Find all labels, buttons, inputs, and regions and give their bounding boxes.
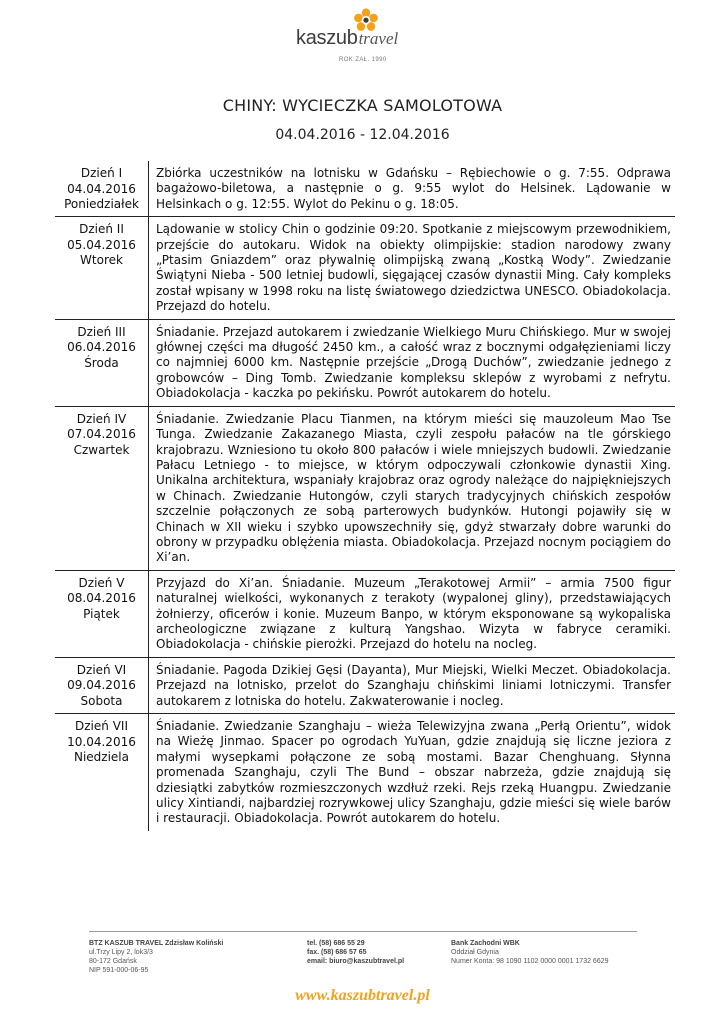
day-weekday: Środa [84,355,119,370]
logo-travel: travel [358,29,399,48]
day-cell [55,570,149,657]
itinerary-row [55,406,675,570]
contact-fax: fax. (58) 686 57 65 [307,949,367,956]
day-cell [55,657,149,713]
itinerary-row [55,714,675,831]
contact-tel: tel. (58) 686 55 29 [307,940,365,947]
logo-brand: kaszub [296,27,358,49]
day-description: Śniadanie. Zwiedzanie Placu Tianmen, na którym mieści się mauzoleum Mao Tse Tunga. Zwiedzanie Zakazanego Miasta, czyli zespołu pałaców na tle górskiego krajobrazu. Wzniesiono tu około 800 pałaców i wiele mniejszych budowli. Zwiedzanie Pałacu Letniego - to miejsce, w którym odpoczywali członkowie dynastii Xing. Unikalna architektura, wspaniały krajobraz oraz ogrody należące do najpiękniejszych w Chinach. Zwiedzanie Hutongów, czyli starych tradycyjnych chińskich zespołów szczelnie połączonych ze sobą parterowych budynków. Hutongi pojawiły się w Chinach w XII wieku i szybko upowszechniły się, gdyż stwarzały dobre warunki do obrony w przypadku oblężenia miasta. Obiadokolacja. Przejazd nocnym pociągiem do Xi’an. [156,411,671,565]
footer-company [89,939,223,975]
contact-email[interactable]: email: biuro@kaszubtravel.pl [307,958,405,965]
day-cell [55,161,149,217]
day-label: Dzień V [78,575,125,590]
itinerary-row [55,570,675,657]
website-link[interactable]: www.kaszubtravel.pl [295,987,430,1004]
day-description: Lądowanie w stolicy Chin o godzinie 09:20. Spotkanie z miejscowym przewodnikiem, przejście do autokaru. Widok na obiekty olimpijskie: stadion narodowy zwany „Ptasim Gniazdem” oraz pływalnię olimpijską zwaną „Kostką Wody”. Zwiedzanie Świątyni Nieba - 500 letniej budowli, sięgającej czasów dynastii Ming. Cały kompleks został wpisany w 1998 roku na listę światowego dziedzictwa UNESCO. Obiadokolacja. Przejazd do hotelu. [156,222,671,314]
day-label: Dzień VII [75,719,128,733]
day-weekday: Poniedziałek [64,197,139,211]
logo-since: ROK ZAŁ. 1990 [339,57,387,63]
page-title: CHINY: WYCIECZKA SAMOLOTOWA [222,96,503,115]
day-label: Dzień III [77,324,126,339]
itinerary-row [55,319,675,406]
day-description-cell [149,161,676,217]
day-date: 05.04.2016 [67,237,136,252]
bank-name: Bank Zachodni WBK [451,940,520,947]
day-label: Dzień I [80,166,123,180]
day-date: 07.04.2016 [67,427,136,442]
day-label: Dzień IV [76,411,127,426]
bank-branch: Oddział Gdynia [451,949,499,956]
bank-account: Numer Konta: 98 1090 1102 0000 0001 1732 6629 [451,958,609,965]
day-description-cell [149,406,676,570]
footer-divider [89,931,637,932]
day-date: 08.04.2016 [67,591,136,606]
company-nip: NIP 591-000-06-95 [89,967,149,974]
day-cell [55,406,149,570]
day-date: 10.04.2016 [67,734,136,749]
day-description-cell [149,714,676,831]
trip-dates: 04.04.2016 - 12.04.2016 [275,127,450,143]
itinerary-row [55,161,675,217]
day-weekday: Piątek [83,606,120,621]
company-city: 80-172 Gdańsk [89,958,137,965]
footer-bank [451,939,609,966]
day-cell [55,217,149,319]
company-street: ul.Trzy Lipy 2, lok3/3 [89,949,153,956]
itinerary-row [55,657,675,713]
day-weekday: Sobota [80,693,123,708]
day-description: Śniadanie. Zwiedzanie Szanghaju – wieża Telewizyjna zwana „Perłą Orientu”, widok na Wieżę Jinmao. Spacer po ogrodach YuYuan, gdzie znajdują się liczne jeziora z małymi wysepkami połączone ze sobą mostami. Bazar Chenghuang. Słynna promenada Szanghaju, czyli The Bund – obszar nabrzeża, gdzie znajdują się dziesiątki zabytków rozmieszczonych wzdłuż rzeki. Rejs rzeką Huangpu. Zwiedzanie ulicy Xintiandi, najbardziej rozrywkowej ulicy Szanghaju, gdzie mieści się wiele barów i restauracji. Obiadokolacja. Powrót autokarem do hotelu. [156,719,671,826]
day-description-cell [149,319,676,406]
day-cell [55,714,149,831]
day-label: Dzień VI [76,662,127,677]
day-weekday: Niedziela [73,750,129,764]
day-weekday: Czwartek [73,442,130,457]
footer-contact [307,939,404,966]
day-description: Śniadanie. Przejazd autokarem i zwiedzanie Wielkiego Muru Chińskiego. Mur w swojej głównej części ma długość 2450 km., a całość wraz z bocznymi odgałęzieniami liczy co najmniej 6000 km. Następnie przejście „Drogą Duchów”, zwiedzanie jednego z grobowców – Ding Tomb. Zwiedzanie kompleksu sklepów z wyrobami z nefrytu. Obiadokolacja - kaczka po pekińsku. Powrót autokarem do hotelu. [156,324,671,401]
day-description: Przyjazd do Xi’an. Śniadanie. Muzeum „Terakotowej Armii” – armia 7500 figur naturalnej wielkości, wykonanych z terakoty (wypalonej gliny), przedstawiających żołnierzy, oficerów i konie. Muzeum Banpo, w którym eksponowane są wykopaliska archeologiczne związane z kulturą Yangshao. Wizyta w fabryce ceramiki. Obiadokolacja - chińskie pierożki. Przejazd do hotelu na nocleg. [156,575,671,652]
itinerary-table [55,161,675,831]
day-description: Śniadanie. Pagoda Dzikiej Gęsi (Dayanta), Mur Miejski, Wielki Meczet. Obiadokolacja. Przejazd na lotnisko, przelot do Szanghaju chińskimi liniami lotniczymi. Transfer autokarem z lotniska do hotelu. Zakwaterowanie i nocleg. [156,662,671,708]
day-cell [55,319,149,406]
day-description-cell [149,657,676,713]
day-description-cell [149,570,676,657]
day-date: 04.04.2016 [67,181,136,196]
day-weekday: Wtorek [80,253,123,268]
day-date: 06.04.2016 [67,340,136,355]
day-label: Dzień II [79,222,124,237]
logo-wordmark [296,27,436,53]
company-name: BTZ KASZUB TRAVEL Zdzisław Koliński [89,940,224,947]
day-description-cell [149,217,676,319]
day-description: Zbiórka uczestników na lotnisku w Gdańsku – Rębiechowie o g. 7:55. Odprawa bagażowo-biletowa, a następnie o g. 9:55 wylot do Helsinek. Lądowanie w Helsinkach o g. 12:55. Wylot do Pekinu o g. 18:05. [156,166,671,211]
day-date: 09.04.2016 [67,678,136,693]
company-logo [296,8,436,64]
itinerary-row [55,217,675,319]
